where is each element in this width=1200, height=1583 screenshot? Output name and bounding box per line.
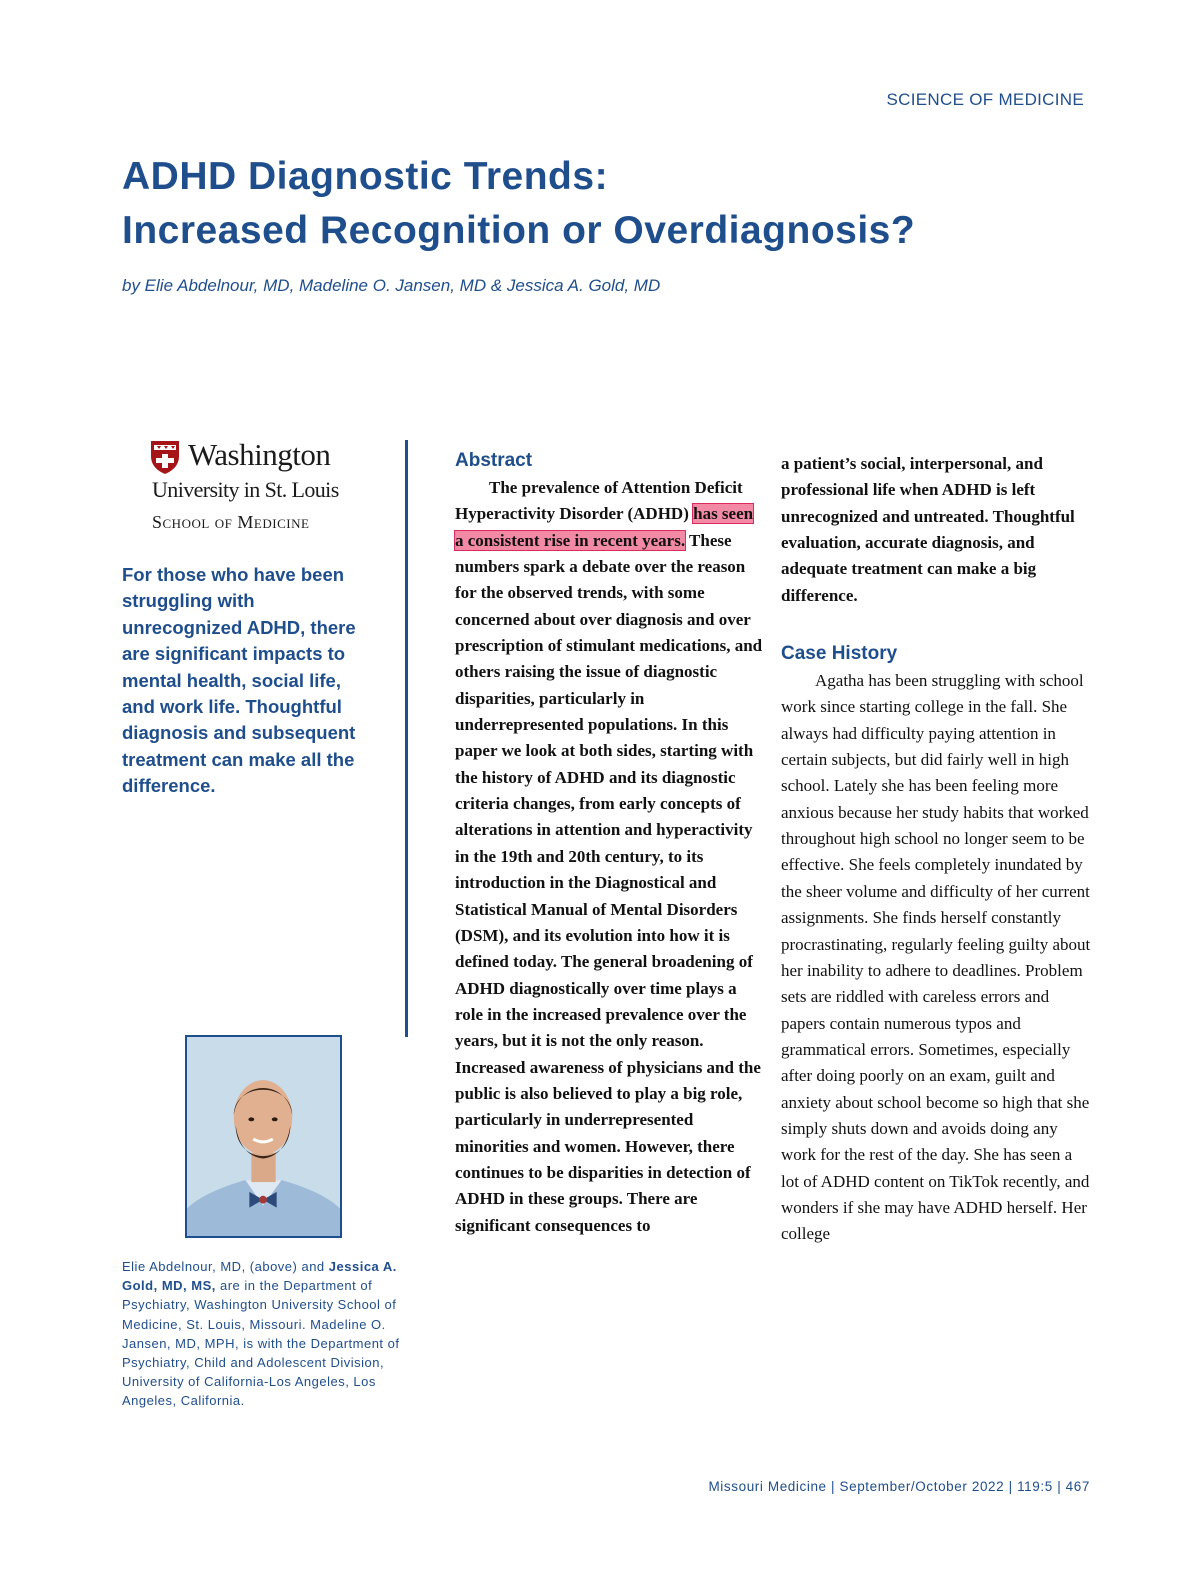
article-title [122, 150, 1122, 258]
right-column [781, 451, 1091, 1248]
byline: by Elie Abdelnour, MD, Madeline O. Jansen, MD & Jessica A. Gold, MD [122, 276, 661, 295]
highlighted-text: has seen a consistent rise in recent years. [455, 504, 754, 550]
page-footer: Missouri Medicine | September/October 2022 | 119:5 | 467 [708, 1479, 1090, 1494]
abstract-lead: The prevalence of Attention Deficit Hyperactivity Disorder (ADHD) [455, 478, 743, 524]
shield-crest-icon [150, 440, 180, 475]
author-portrait-image [187, 1037, 340, 1236]
logo-line-university: University in St. Louis [152, 477, 339, 502]
title-line-1: ADHD Diagnostic Trends: [122, 155, 609, 198]
abstract-rest: These numbers spark a debate over the reason for the observed trends, with some concerned about over diagnosis and over prescription of stimulant medications, and others raising the issue of diagnostic disparities, particularly in underrepresented populations. In this paper we look at both sides, starting with the history of ADHD and its diagnostic criteria changes, from early concepts of alterations in attention and hyperactivity in the 19th and 20th century, to its introduction in the Diagnostical and Statistical Manual of Mental Disorders (DSM), and its evolution into how it is defined today. The general broadening of ADHD diagnostically over time plays a role in the increased prevalence over the years, but it is not the only reason. Increased awareness of physicians and the public is also believed to play a big role, particularly in underrepresented minorities and women. However, there continues to be disparities in detection of ADHD in these groups. There are significant consequences to [455, 530, 763, 1235]
case-history-text: Agatha has been struggling with school work since starting college in the fall. She always had difficulty paying attention in certain subjects, but did fairly well in high school. Lately she has been feeling more anxious because her study habits that worked throughout high school no longer seem to be effective. She feels completely inundated by the sheer volume and difficulty of her current assignments. She finds herself constantly procrastinating, regularly feeling guilty about her inability to adhere to deadlines. Problem sets are riddled with careless errors and papers contain numerous typos and grammatical errors. Sometimes, especially after doing poorly on an exam, guilt and anxiety about school become so high that she simply shuts down and avoids doing any work for the rest of the day. She has seen a lot of ADHD content on TikTok recently, and wonders if she may have ADHD herself. Her college [781, 671, 1091, 1244]
title-line-2: Increased Recognition or Overdiagnosis? [122, 209, 916, 252]
author-photo [185, 1035, 342, 1238]
logo-line-washington: Washington [188, 437, 331, 472]
abstract-text [455, 475, 765, 1239]
caption-author-bold: Jessica A. Gold, MD, MS, [122, 1259, 397, 1294]
abstract-continued: a patient’s social, interpersonal, and professional life when ADHD is left unrecognized and untreated. Thoughtful evaluation, accurate diagnosis, and adequate treatment can make a big difference. [781, 454, 1075, 605]
section-label: SCIENCE OF MEDICINE [886, 90, 1084, 109]
pull-quote: For those who have been struggling with unrecognized ADHD, there are significant impacts to mental health, social life, and work life. Thoughtful diagnosis and subsequent treatment can make all the difference. [122, 564, 356, 797]
abstract-column [455, 447, 765, 1239]
author-caption [122, 1257, 422, 1411]
university-logo [148, 437, 348, 537]
logo-line-school: School of Medicine [152, 512, 310, 532]
abstract-heading: Abstract [455, 450, 533, 471]
column-divider [405, 440, 408, 1037]
caption-text-1: Elie Abdelnour, MD, (above) and [122, 1259, 329, 1274]
case-history-heading: Case History [781, 643, 898, 665]
caption-text-2: are in the Department of Psychiatry, Washington University School of Medicine, St. Louis, Missouri. Madeline O. Jansen, MD, MPH, is with the Department of Psychiatry, Child and Adolescent Division, University of California-Los Angeles, Los Angeles, California. [122, 1278, 400, 1409]
